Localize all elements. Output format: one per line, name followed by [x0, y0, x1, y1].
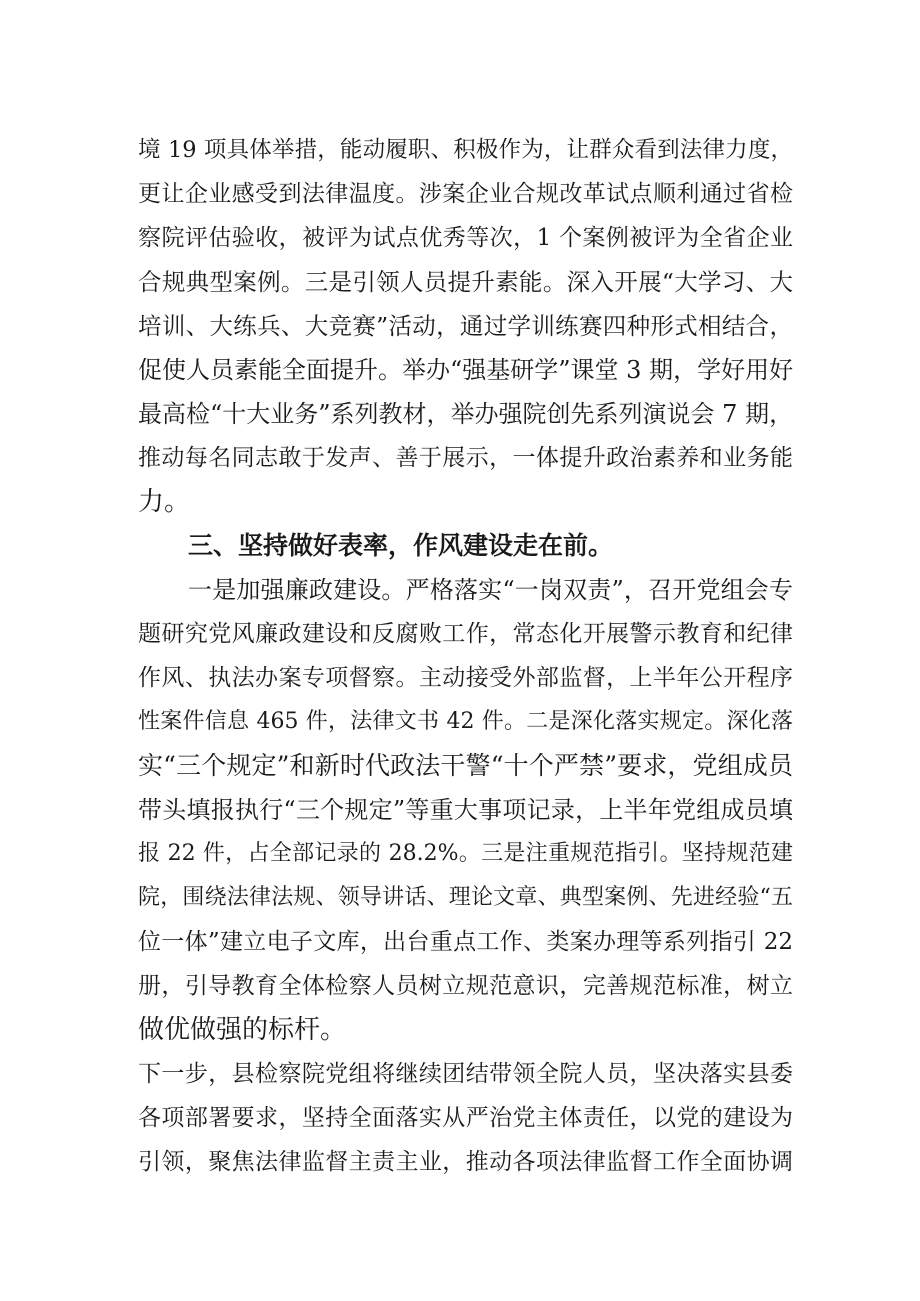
para1-line-5: 培训、大练兵、大竞赛”活动，通过学训练赛四种形式相结合，	[138, 312, 793, 340]
para2-line-3: 作风、执法办案专项督察。主动接受外部监督，上半年公开程序	[138, 665, 793, 691]
para1-line-4: 合规典型案例。三是引领人员提升素能。深入开展“大学习、大	[138, 268, 793, 296]
para1-line-9: 力。	[138, 487, 191, 517]
para2-line-6: 带头填报执行“三个规定”等重大事项记录，上半年党组成员填	[138, 796, 793, 824]
para1-line-2: 更让企业感受到法律温度。涉案企业合规改革试点顺利通过省检	[138, 181, 793, 207]
para2-line-9: 位一体”建立电子文库，出台重点工作、类案办理等系列指引 22	[138, 929, 793, 955]
para3-line-2: 各项部署要求，坚持全面落实从严治党主体责任，以党的建设为	[138, 1105, 793, 1131]
para1-line-3: 察院评估验收，被评为试点优秀等次，1 个案例被评为全省企业	[138, 225, 793, 251]
para1-line-6: 促使人员素能全面提升。举办“强基研学”课堂 3 期，学好用好	[138, 356, 794, 384]
para2-line-4: 性案件信息 465 件，法律文书 42 件。二是深化落实规定。深化落	[138, 709, 793, 734]
para3-line-1: 下一步，县检察院党组将继续团结带领全院人员，坚决落实县委	[138, 1061, 793, 1087]
para1-line-8: 推动每名同志敢于发声、善于展示，一体提升政治素养和业务能	[138, 445, 793, 471]
para2-line-11: 做优做强的标杆。	[138, 1015, 347, 1045]
para3-line-3: 引领，聚焦法律监督主责主业，推动各项法律监督工作全面协调	[138, 1149, 793, 1175]
para2-line-5: 实“三个规定”和新时代政法干警“十个严禁”要求，党组成员	[138, 751, 793, 780]
para2-line-10: 册，引导教育全体检察人员树立规范意识，完善规范标准，树立	[138, 973, 793, 999]
section-heading: 三、坚持做好表率，作风建设走在前。	[188, 531, 614, 560]
para1-line-1: 境 19 项具体举措，能动履职、积极作为，让群众看到法律力度，	[138, 137, 793, 163]
para1-line-7: 最高检“十大业务”系列教材，举办强院创先系列演说会 7 期，	[138, 400, 794, 428]
para2-line-7: 报 22 件，占全部记录的 28.2%。三是注重规范指引。坚持规范建	[138, 841, 793, 866]
para2-line-8: 院，围绕法律法规、领导讲话、理论文章、典型案例、先进经验“五	[138, 885, 793, 910]
para2-line-1: 一是加强廉政建设。严格落实“一岗双责”，召开党组会专	[188, 576, 793, 604]
para2-line-2: 题研究党风廉政建设和反腐败工作，常态化开展警示教育和纪律	[138, 621, 793, 647]
